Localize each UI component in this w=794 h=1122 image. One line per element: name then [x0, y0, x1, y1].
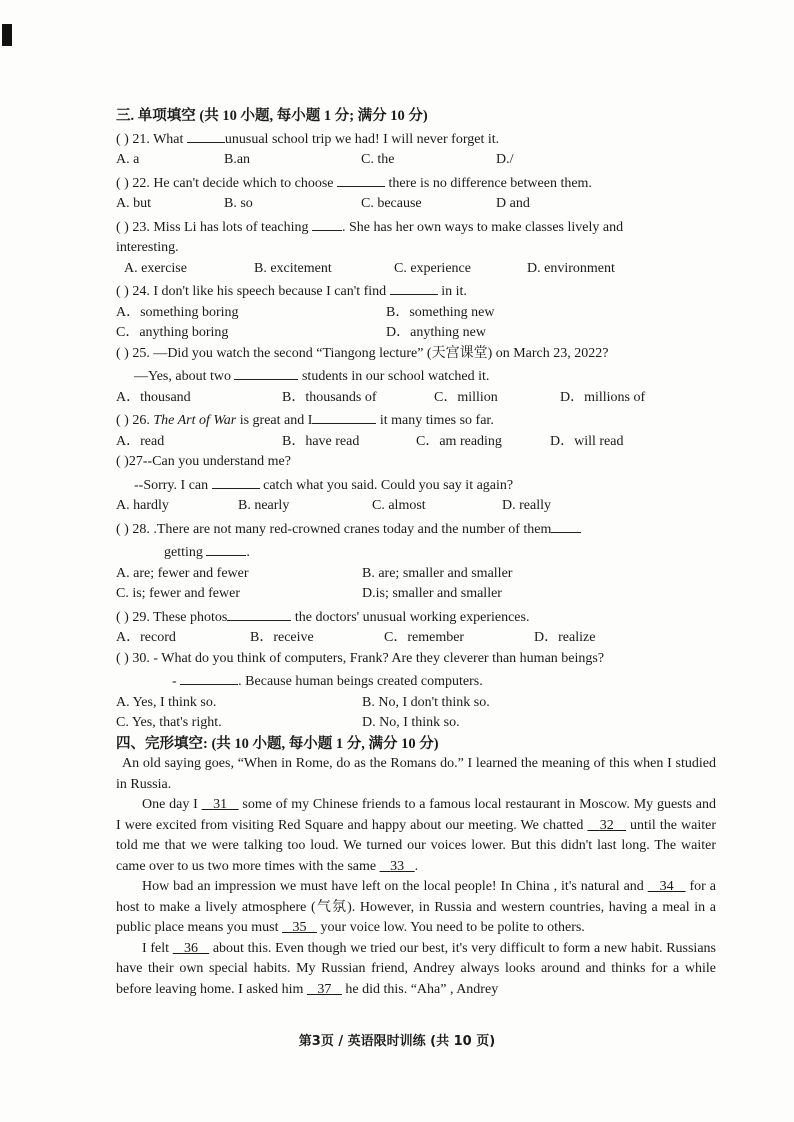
q26-option-d: D．will read	[550, 433, 624, 449]
q25-reply: —Yes, about two students in our school watched it.	[116, 364, 716, 388]
q28-option-d: D.is; smaller and smaller	[362, 586, 502, 601]
cloze-paragraph-2: One day I 31 some of my Chinese friends to a famous local restaurant in Moscow. My guests and I were excited from visiting Red Square and happy about our meeting. We chatted 32 until the waiter told me that we were talking too loud. We turned our voices lower. But this didn't last long. The waiter came over to us two more times with the same 33 .	[116, 797, 716, 874]
q25-option-a: A．thousand	[116, 389, 191, 405]
q30-stem: ( ) 30. - What do you think of computers, Frank? Are they cleverer than human beings?	[116, 650, 605, 666]
q21-option-b: B.an	[224, 152, 251, 167]
q30-options-row2	[116, 713, 716, 734]
q29-option-a: A．record	[116, 630, 176, 645]
q23-option-d: D. environment	[527, 260, 615, 276]
q27-options	[116, 496, 716, 517]
q23-option-a: A. exercise	[124, 260, 187, 276]
cloze-blank-35[interactable]: 35	[292, 920, 307, 935]
q26-option-a: A．read	[116, 433, 165, 449]
q27-option-c: C. almost	[372, 498, 426, 513]
q29-stem: ( ) 29. These photos the doctors' unusual working experiences.	[116, 605, 716, 629]
q21-option-c: C. the	[361, 152, 395, 167]
q25-option-d: D．millions of	[560, 389, 646, 405]
q26-option-b: B．have read	[282, 433, 360, 449]
q28-option-c: C. is; fewer and fewer	[116, 586, 241, 601]
q30-reply: - . Because human beings created computers.	[116, 669, 716, 693]
cloze-paragraph-1: An old saying goes, “When in Rome, do as the Romans do.” I learned the meaning of this when I studied in Russia.	[116, 756, 716, 792]
q23-option-c: C. experience	[394, 260, 471, 276]
q28-options-row1	[116, 564, 716, 585]
q25-stem: ( ) 25. —Did you watch the second “Tiangong lecture” (天宫课堂) on March 23, 2022?	[116, 345, 609, 361]
exam-content	[116, 106, 716, 1000]
q22-option-a: A. but	[116, 196, 151, 211]
cloze-paragraph-3: How bad an impression we must have left on the local people! In China , it's natural and 34 for a host to make a lively atmosphere (气氛). However, in Russia and western countries, having a meal in a public place means you must 35 your voice low. You need to be polite to others.	[116, 879, 717, 935]
q30-option-a: A. Yes, I think so.	[116, 694, 217, 710]
q24-option-b: B．something new	[386, 304, 495, 320]
q22-options	[116, 194, 716, 215]
q26-option-c: C．am reading	[416, 433, 502, 449]
q25-option-b: B．thousands of	[282, 389, 377, 405]
q24-options-row2	[116, 323, 716, 344]
q26-options	[116, 432, 716, 453]
cloze-blank-37[interactable]: 37	[317, 981, 332, 997]
q29-option-b: B．receive	[250, 630, 314, 645]
q30-option-c: C. Yes, that's right.	[116, 715, 222, 730]
cloze-blank-31[interactable]: 31	[213, 797, 228, 812]
scan-edge-mark	[2, 24, 12, 46]
q24-options-row1	[116, 303, 716, 324]
q24-option-c: C．anything boring	[116, 325, 229, 340]
q21-option-d: D./	[496, 152, 514, 167]
q23-options	[116, 259, 716, 280]
section4-title: 四、完形填空: (共 10 小题, 每小题 1 分, 满分 10 分)	[116, 735, 439, 752]
q24-stem: ( ) 24. I don't like his speech because I can't find in it.	[116, 279, 716, 303]
q27-stem: ( )27--Can you understand me?	[116, 454, 291, 469]
q22-option-d: D and	[496, 196, 530, 211]
q27-option-b: B. nearly	[238, 498, 290, 513]
q29-option-c: C．remember	[384, 630, 465, 645]
q21-options	[116, 150, 716, 171]
q24-option-d: D．anything new	[386, 325, 486, 340]
q30-option-b: B. No, I don't think so.	[362, 694, 490, 710]
q29-option-d: D．realize	[534, 630, 596, 645]
cloze-blank-33[interactable]: 33	[390, 858, 405, 874]
q30-options-row1	[116, 693, 716, 714]
q23-stem: ( ) 23. Miss Li has lots of teaching . She has her own ways to make classes lively and	[116, 215, 716, 239]
q28-option-b: B. are; smaller and smaller	[362, 565, 513, 581]
q22-option-b: B. so	[224, 196, 253, 211]
q26-book-title: The Art of War	[153, 413, 237, 428]
q28-stem-cont: getting .	[116, 540, 716, 564]
q22-stem: ( ) 22. He can't decide which to choose there is no difference between them.	[116, 171, 716, 195]
cloze-blank-36[interactable]: 36	[183, 940, 198, 956]
q25-option-c: C．million	[434, 389, 498, 405]
cloze-blank-32[interactable]: 32	[599, 817, 614, 833]
q23-stem-cont: interesting.	[116, 240, 179, 255]
q28-stem: ( ) 28. .There are not many red-crowned cranes today and the number of them	[116, 517, 716, 541]
q30-option-d: D. No, I think so.	[362, 715, 460, 730]
q27-reply: --Sorry. I can catch what you said. Could you say it again?	[116, 473, 716, 497]
q27-option-a: A. hardly	[116, 498, 169, 513]
section3-title: 三. 单项填空 (共 10 小题, 每小题 1 分; 满分 10 分)	[116, 108, 428, 124]
q23-option-b: B. excitement	[254, 260, 332, 276]
q22-option-c: C. because	[361, 196, 422, 211]
q29-options	[116, 628, 716, 649]
cloze-paragraph-4: I felt 36 about this. Even though we tried our best, it's very difficult to form a new habit. Russians have their own special habits. My Russian friend, Andrey always looks around and thinks for a while before leaving home. I asked him 37 he did this. “Aha” , Andrey	[116, 940, 716, 997]
q27-option-d: D. really	[502, 498, 551, 513]
q21-option-a: A. a	[116, 152, 140, 167]
cloze-blank-34[interactable]: 34	[659, 879, 674, 894]
q28-option-a: A. are; fewer and fewer	[116, 565, 249, 581]
q21-stem: ( ) 21. What unusual school trip we had! I will never forget it.	[116, 127, 716, 151]
page-footer: 第3页 / 英语限时训练 (共 10 页)	[298, 1034, 496, 1049]
q28-options-row2	[116, 584, 716, 605]
q25-options	[116, 388, 716, 409]
q24-option-a: A．something boring	[116, 304, 239, 320]
q26-stem: ( ) 26. The Art of War is great and I it many times so far.	[116, 408, 716, 432]
